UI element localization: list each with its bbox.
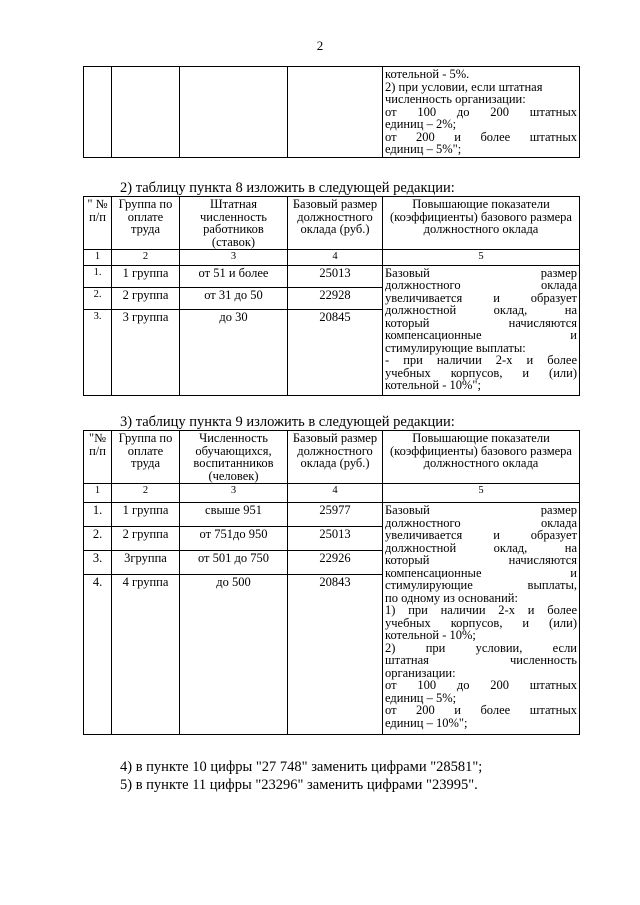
coef-line: от 200 и более штатных — [385, 703, 577, 717]
header-cell: Повышающие показатели (коэффициенты) базового размера должностного оклада — [383, 431, 580, 484]
coef-line: котельной - 10%"; — [385, 378, 482, 392]
row-number: 3. — [84, 309, 112, 395]
coefficient-cell — [383, 503, 580, 735]
row-number: 2. — [84, 287, 112, 309]
header-cell: Численность обучающихся, воспитанников (человек) — [180, 431, 288, 484]
salary-cell: 25977 — [288, 503, 383, 527]
coef-line: по одному из оснований: — [385, 590, 518, 605]
coef-line: должностной оклад, на — [385, 303, 577, 317]
coef-line: котельной - 10%; — [385, 628, 476, 642]
coef-line: штатная численность — [385, 653, 577, 667]
top-cell-coef — [383, 67, 580, 158]
salary-cell: 22928 — [288, 287, 383, 309]
salary-cell: 22926 — [288, 551, 383, 575]
top-cell-1 — [84, 67, 112, 158]
coef-line: должностного оклада — [385, 515, 577, 530]
page-number: 2 — [316, 38, 324, 53]
table-row — [84, 503, 580, 527]
table-header-row — [84, 431, 580, 484]
table-header-row — [84, 197, 580, 250]
coef-line: 1) при наличии 2-х и более — [385, 603, 577, 617]
staff-count-cell: от 31 до 50 — [180, 287, 288, 309]
header-cell: Штатная численность работников (ставок) — [180, 197, 288, 250]
item-4: 4) в пункте 10 цифры "27 748" заменить цифрами "28581"; — [120, 759, 483, 775]
column-number: 2 — [112, 484, 180, 503]
header-cell: " № п/п — [84, 197, 112, 250]
coef-line: стимулирующие выплаты: — [385, 340, 526, 355]
top-coef-line: 2) при условии, если штатная — [385, 79, 543, 94]
table-punkt-8 — [83, 196, 580, 396]
coef-line: компенсационные и — [385, 328, 577, 342]
student-count-cell: от 751до 950 — [180, 527, 288, 551]
section3-heading: 3) таблицу пункта 9 изложить в следующей редакции: — [120, 414, 455, 430]
column-number-row — [84, 484, 580, 503]
top-coef-line: котельной - 5%. — [385, 67, 470, 81]
column-number: 5 — [383, 484, 580, 503]
student-count-cell: свыше 951 — [180, 503, 288, 527]
coef-line: единиц – 5%; — [385, 690, 457, 705]
coef-line: должностной оклад, на — [385, 540, 577, 555]
group-cell: 1 группа — [112, 503, 180, 527]
top-coef-line: единиц – 2%; — [385, 117, 457, 131]
coefficient-cell — [383, 265, 580, 395]
top-continuation-table — [83, 66, 580, 158]
header-cell: "№ п/п — [84, 431, 112, 484]
coef-line: - при наличии 2-х и более — [385, 353, 577, 367]
group-cell: 2 группа — [112, 527, 180, 551]
coef-line: от 100 до 200 штатных — [385, 678, 577, 692]
column-number: 3 — [180, 484, 288, 503]
column-number: 2 — [112, 250, 180, 266]
coef-line: должностного оклада — [385, 278, 577, 292]
coef-line: увеличивается и образует — [385, 290, 577, 305]
student-count-cell: до 500 — [180, 575, 288, 735]
coef-line: учебных корпусов, и (или) — [385, 615, 577, 630]
coef-line: 2) при условии, если — [385, 640, 577, 655]
top-coef-line: численность организации: — [385, 92, 526, 106]
header-cell: Повышающие показатели (коэффициенты) базового размера должностного оклада — [383, 197, 580, 250]
group-cell: 4 группа — [112, 575, 180, 735]
header-cell: Базовый размер должностного оклада (руб.) — [288, 197, 383, 250]
group-cell: 3группа — [112, 551, 180, 575]
coef-line: который начисляются — [385, 553, 577, 567]
top-coef-line: от 200 и более штатных — [385, 129, 577, 144]
coef-line: Базовый размер — [385, 503, 577, 517]
header-cell: Группа по оплате труда — [112, 431, 180, 484]
row-number: 4. — [84, 575, 112, 735]
student-count-cell: от 501 до 750 — [180, 551, 288, 575]
header-cell: Базовый размер должностного оклада (руб.) — [288, 431, 383, 484]
salary-cell: 25013 — [288, 265, 383, 287]
row-number: 2. — [84, 527, 112, 551]
column-number: 1 — [84, 250, 112, 266]
top-cell-4 — [288, 67, 383, 158]
column-number-row — [84, 250, 580, 266]
column-number: 3 — [180, 250, 288, 266]
group-cell: 3 группа — [112, 309, 180, 395]
staff-count-cell: до 30 — [180, 309, 288, 395]
top-cell-3 — [180, 67, 288, 158]
coef-line: который начисляются — [385, 315, 577, 330]
table-punkt-9 — [83, 430, 580, 735]
coef-line: стимулирующие выплаты, — [385, 578, 577, 592]
column-number: 5 — [383, 250, 580, 266]
column-number: 1 — [84, 484, 112, 503]
header-cell: Группа по оплате труда — [112, 197, 180, 250]
group-cell: 2 группа — [112, 287, 180, 309]
salary-cell: 25013 — [288, 527, 383, 551]
item-5: 5) в пункте 11 цифры "23296" заменить цифрами "23995". — [120, 777, 478, 793]
section2-heading: 2) таблицу пункта 8 изложить в следующей редакции: — [120, 180, 455, 196]
salary-cell: 20843 — [288, 575, 383, 735]
row-number: 1. — [84, 265, 112, 287]
top-cell-2 — [112, 67, 180, 158]
table-row — [84, 265, 580, 287]
coef-line: Базовый размер — [385, 265, 577, 280]
column-number: 4 — [288, 250, 383, 266]
row-number: 1. — [84, 503, 112, 527]
group-cell: 1 группа — [112, 265, 180, 287]
column-number: 4 — [288, 484, 383, 503]
coef-line: учебных корпусов, и (или) — [385, 365, 577, 380]
top-coef-line: от 100 до 200 штатных — [385, 104, 577, 119]
coef-line: компенсационные и — [385, 565, 577, 580]
coef-line: единиц – 10%"; — [385, 715, 468, 730]
row-number: 3. — [84, 551, 112, 575]
top-coef-line: единиц – 5%"; — [385, 142, 462, 156]
coef-line: организации: — [385, 665, 456, 680]
coef-line: увеличивается и образует — [385, 528, 577, 542]
staff-count-cell: от 51 и более — [180, 265, 288, 287]
salary-cell: 20845 — [288, 309, 383, 395]
